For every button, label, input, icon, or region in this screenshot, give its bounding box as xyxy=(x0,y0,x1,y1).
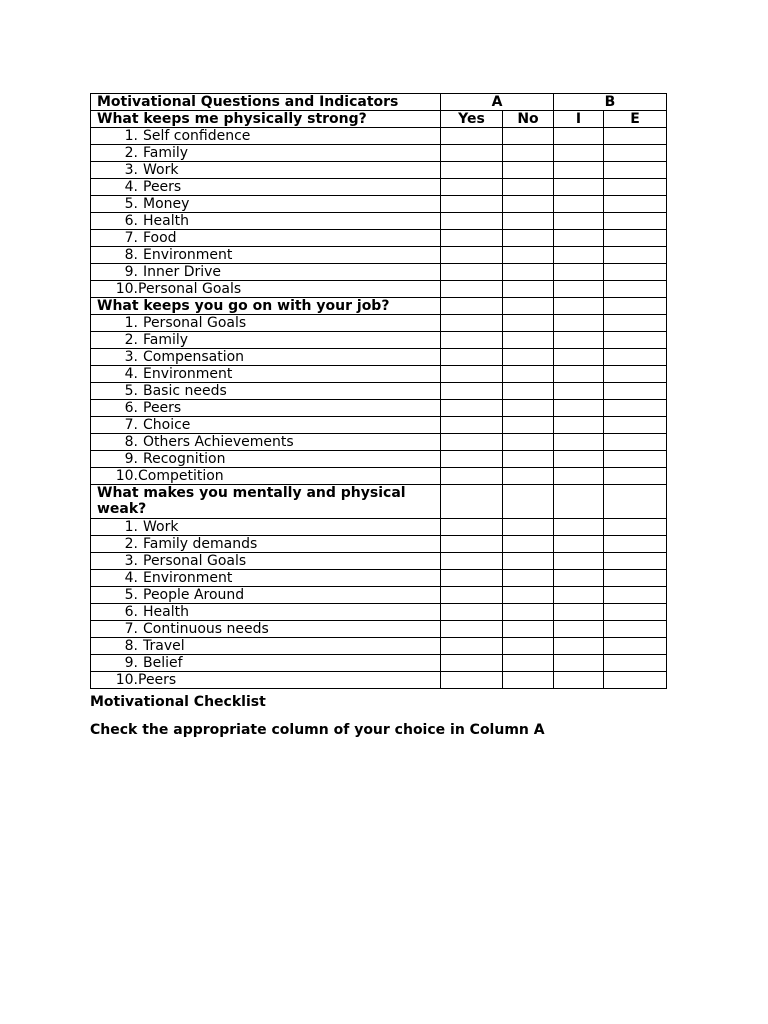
check-cell-i[interactable] xyxy=(554,519,604,536)
item-number: 7. xyxy=(124,621,138,637)
check-cell-i[interactable] xyxy=(554,332,604,349)
item-label: People Around xyxy=(143,587,245,603)
check-cell-e[interactable] xyxy=(604,162,667,179)
item-number: 9. xyxy=(124,451,138,467)
item-cell xyxy=(91,162,441,179)
check-cell-i[interactable] xyxy=(554,400,604,417)
item-label: Family demands xyxy=(143,536,258,552)
check-cell-i[interactable] xyxy=(554,349,604,366)
item-label: Compensation xyxy=(143,349,245,365)
item-row xyxy=(91,264,667,281)
item-row xyxy=(91,281,667,298)
item-row xyxy=(91,553,667,570)
item-row xyxy=(91,587,667,604)
item-label: Family xyxy=(143,145,189,161)
check-cell-yes[interactable] xyxy=(441,434,503,451)
check-cell-yes[interactable] xyxy=(441,179,503,196)
item-row xyxy=(91,349,667,366)
check-cell-yes[interactable] xyxy=(441,570,503,587)
item-label: Work xyxy=(143,162,179,178)
item-label: Personal Goals xyxy=(143,553,247,569)
item-cell xyxy=(91,587,441,604)
item-cell xyxy=(91,672,441,689)
header-column-a: A xyxy=(441,94,554,111)
item-number: 7. xyxy=(124,230,138,246)
item-label: Travel xyxy=(143,638,185,654)
subheader-i: I xyxy=(554,111,604,128)
check-cell-e[interactable] xyxy=(604,298,667,315)
check-cell-e[interactable] xyxy=(604,655,667,672)
check-cell-yes[interactable] xyxy=(441,162,503,179)
check-cell-no[interactable] xyxy=(503,485,554,519)
item-number: 1. xyxy=(124,128,138,144)
check-cell-i[interactable] xyxy=(554,485,604,519)
item-cell xyxy=(91,128,441,145)
checklist-title: Motivational Checklist xyxy=(90,694,266,710)
header-row xyxy=(91,94,667,111)
item-cell xyxy=(91,332,441,349)
check-cell-e[interactable] xyxy=(604,179,667,196)
check-cell-yes[interactable] xyxy=(441,621,503,638)
check-cell-i[interactable] xyxy=(554,604,604,621)
check-cell-i[interactable] xyxy=(554,570,604,587)
item-number: 6. xyxy=(124,213,138,229)
item-row xyxy=(91,655,667,672)
item-cell xyxy=(91,145,441,162)
item-number: 5. xyxy=(124,383,138,399)
check-cell-i[interactable] xyxy=(554,638,604,655)
check-cell-e[interactable] xyxy=(604,230,667,247)
check-cell-e[interactable] xyxy=(604,672,667,689)
item-cell xyxy=(91,604,441,621)
item-row xyxy=(91,621,667,638)
check-cell-i[interactable] xyxy=(554,145,604,162)
check-cell-e[interactable] xyxy=(604,621,667,638)
check-cell-e[interactable] xyxy=(604,213,667,230)
check-cell-e[interactable] xyxy=(604,196,667,213)
check-cell-no[interactable] xyxy=(503,587,554,604)
check-cell-i[interactable] xyxy=(554,621,604,638)
check-cell-no[interactable] xyxy=(503,281,554,298)
header-title: Motivational Questions and Indicators xyxy=(91,94,441,111)
check-cell-yes[interactable] xyxy=(441,587,503,604)
check-cell-i[interactable] xyxy=(554,128,604,145)
check-cell-no[interactable] xyxy=(503,298,554,315)
check-cell-yes[interactable] xyxy=(441,451,503,468)
item-number: 6. xyxy=(124,604,138,620)
check-cell-no[interactable] xyxy=(503,247,554,264)
item-label: Continuous needs xyxy=(143,621,269,637)
item-label: Competition xyxy=(138,468,224,484)
item-number: 6. xyxy=(124,400,138,416)
item-number: 2. xyxy=(124,536,138,552)
check-cell-e[interactable] xyxy=(604,315,667,332)
item-cell xyxy=(91,570,441,587)
item-cell xyxy=(91,451,441,468)
check-cell-yes[interactable] xyxy=(441,213,503,230)
check-cell-e[interactable] xyxy=(604,485,667,519)
item-cell xyxy=(91,468,441,485)
check-cell-yes[interactable] xyxy=(441,536,503,553)
question-row xyxy=(91,298,667,315)
check-cell-e[interactable] xyxy=(604,349,667,366)
check-cell-yes[interactable] xyxy=(441,383,503,400)
item-number: 8. xyxy=(124,638,138,654)
item-row xyxy=(91,128,667,145)
item-number: 5. xyxy=(124,196,138,212)
item-row xyxy=(91,519,667,536)
item-label: Work xyxy=(143,519,179,535)
item-label: Choice xyxy=(143,417,191,433)
item-row xyxy=(91,400,667,417)
question-row xyxy=(91,485,667,519)
check-cell-i[interactable] xyxy=(554,179,604,196)
check-cell-e[interactable] xyxy=(604,264,667,281)
check-cell-yes[interactable] xyxy=(441,485,503,519)
item-number: 10. xyxy=(115,672,138,688)
check-cell-e[interactable] xyxy=(604,417,667,434)
check-cell-no[interactable] xyxy=(503,468,554,485)
item-label: Personal Goals xyxy=(143,315,247,331)
check-cell-no[interactable] xyxy=(503,230,554,247)
check-cell-e[interactable] xyxy=(604,587,667,604)
check-cell-yes[interactable] xyxy=(441,298,503,315)
question-text: What makes you mentally and physical weak? xyxy=(91,485,441,519)
check-cell-yes[interactable] xyxy=(441,145,503,162)
motivational-checklist-table xyxy=(90,93,667,689)
item-number: 3. xyxy=(124,349,138,365)
check-cell-e[interactable] xyxy=(604,332,667,349)
check-cell-no[interactable] xyxy=(503,128,554,145)
item-row xyxy=(91,213,667,230)
check-cell-i[interactable] xyxy=(554,536,604,553)
check-cell-no[interactable] xyxy=(503,349,554,366)
check-cell-no[interactable] xyxy=(503,179,554,196)
item-row xyxy=(91,383,667,400)
check-cell-no[interactable] xyxy=(503,383,554,400)
check-cell-yes[interactable] xyxy=(441,638,503,655)
item-label: Peers xyxy=(143,400,182,416)
item-row xyxy=(91,638,667,655)
item-row xyxy=(91,145,667,162)
item-number: 1. xyxy=(124,315,138,331)
item-row xyxy=(91,570,667,587)
check-cell-i[interactable] xyxy=(554,451,604,468)
item-label: Family xyxy=(143,332,189,348)
item-cell xyxy=(91,366,441,383)
check-cell-yes[interactable] xyxy=(441,128,503,145)
check-cell-e[interactable] xyxy=(604,128,667,145)
question-row xyxy=(91,111,667,128)
check-cell-e[interactable] xyxy=(604,247,667,264)
check-cell-no[interactable] xyxy=(503,536,554,553)
item-cell xyxy=(91,196,441,213)
item-label: Environment xyxy=(143,247,233,263)
item-row xyxy=(91,179,667,196)
check-cell-yes[interactable] xyxy=(441,332,503,349)
check-cell-e[interactable] xyxy=(604,519,667,536)
item-label: Peers xyxy=(138,672,177,688)
check-cell-i[interactable] xyxy=(554,264,604,281)
item-label: Peers xyxy=(143,179,182,195)
check-cell-no[interactable] xyxy=(503,264,554,281)
item-number: 10. xyxy=(115,468,138,484)
item-row xyxy=(91,196,667,213)
check-cell-e[interactable] xyxy=(604,570,667,587)
check-cell-no[interactable] xyxy=(503,519,554,536)
item-number: 10. xyxy=(115,281,138,297)
item-number: 3. xyxy=(124,553,138,569)
subheader-no: No xyxy=(503,111,554,128)
item-cell xyxy=(91,400,441,417)
item-number: 1. xyxy=(124,519,138,535)
check-cell-no[interactable] xyxy=(503,621,554,638)
check-cell-yes[interactable] xyxy=(441,281,503,298)
item-row xyxy=(91,536,667,553)
item-label: Inner Drive xyxy=(143,264,222,280)
item-row xyxy=(91,434,667,451)
item-number: 9. xyxy=(124,655,138,671)
item-row xyxy=(91,604,667,621)
check-cell-no[interactable] xyxy=(503,162,554,179)
check-cell-yes[interactable] xyxy=(441,247,503,264)
check-cell-i[interactable] xyxy=(554,434,604,451)
check-cell-yes[interactable] xyxy=(441,604,503,621)
check-cell-yes[interactable] xyxy=(441,315,503,332)
item-cell xyxy=(91,638,441,655)
check-cell-i[interactable] xyxy=(554,247,604,264)
item-number: 8. xyxy=(124,247,138,263)
check-cell-no[interactable] xyxy=(503,366,554,383)
item-row xyxy=(91,315,667,332)
check-cell-yes[interactable] xyxy=(441,230,503,247)
check-cell-e[interactable] xyxy=(604,604,667,621)
item-row xyxy=(91,451,667,468)
item-row xyxy=(91,366,667,383)
check-cell-no[interactable] xyxy=(503,604,554,621)
item-row xyxy=(91,247,667,264)
item-cell xyxy=(91,247,441,264)
item-cell xyxy=(91,383,441,400)
check-cell-i[interactable] xyxy=(554,672,604,689)
item-row xyxy=(91,332,667,349)
item-row xyxy=(91,417,667,434)
check-cell-e[interactable] xyxy=(604,451,667,468)
check-cell-no[interactable] xyxy=(503,417,554,434)
check-cell-i[interactable] xyxy=(554,281,604,298)
check-cell-no[interactable] xyxy=(503,638,554,655)
check-cell-no[interactable] xyxy=(503,553,554,570)
item-cell xyxy=(91,281,441,298)
item-number: 2. xyxy=(124,332,138,348)
item-row xyxy=(91,230,667,247)
check-cell-i[interactable] xyxy=(554,196,604,213)
item-label: Money xyxy=(143,196,190,212)
item-number: 5. xyxy=(124,587,138,603)
check-cell-i[interactable] xyxy=(554,655,604,672)
item-cell xyxy=(91,349,441,366)
check-cell-e[interactable] xyxy=(604,400,667,417)
item-label: Recognition xyxy=(143,451,226,467)
item-number: 4. xyxy=(124,366,138,382)
item-label: Environment xyxy=(143,366,233,382)
check-cell-no[interactable] xyxy=(503,434,554,451)
item-cell xyxy=(91,434,441,451)
checklist-instruction: Check the appropriate column of your choice in Column A xyxy=(90,722,545,738)
check-cell-e[interactable] xyxy=(604,536,667,553)
check-cell-i[interactable] xyxy=(554,366,604,383)
check-cell-i[interactable] xyxy=(554,213,604,230)
item-label: Health xyxy=(143,213,189,229)
check-cell-yes[interactable] xyxy=(441,468,503,485)
item-number: 3. xyxy=(124,162,138,178)
check-cell-no[interactable] xyxy=(503,570,554,587)
check-cell-yes[interactable] xyxy=(441,400,503,417)
check-cell-i[interactable] xyxy=(554,383,604,400)
item-cell xyxy=(91,536,441,553)
question-text: What keeps me physically strong? xyxy=(91,111,441,128)
check-cell-no[interactable] xyxy=(503,332,554,349)
check-cell-no[interactable] xyxy=(503,213,554,230)
check-cell-i[interactable] xyxy=(554,468,604,485)
check-cell-no[interactable] xyxy=(503,315,554,332)
check-cell-i[interactable] xyxy=(554,417,604,434)
check-cell-yes[interactable] xyxy=(441,366,503,383)
item-cell xyxy=(91,553,441,570)
item-cell xyxy=(91,519,441,536)
check-cell-no[interactable] xyxy=(503,145,554,162)
check-cell-yes[interactable] xyxy=(441,553,503,570)
item-cell xyxy=(91,264,441,281)
check-cell-i[interactable] xyxy=(554,298,604,315)
check-cell-no[interactable] xyxy=(503,451,554,468)
item-cell xyxy=(91,417,441,434)
check-cell-yes[interactable] xyxy=(441,349,503,366)
question-text: What keeps you go on with your job? xyxy=(91,298,441,315)
check-cell-yes[interactable] xyxy=(441,519,503,536)
header-column-b: B xyxy=(554,94,667,111)
item-label: Belief xyxy=(143,655,183,671)
item-label: Food xyxy=(143,230,177,246)
item-number: 9. xyxy=(124,264,138,280)
check-cell-e[interactable] xyxy=(604,434,667,451)
check-cell-i[interactable] xyxy=(554,587,604,604)
check-cell-no[interactable] xyxy=(503,196,554,213)
item-number: 4. xyxy=(124,179,138,195)
check-cell-e[interactable] xyxy=(604,468,667,485)
item-row xyxy=(91,468,667,485)
check-cell-yes[interactable] xyxy=(441,264,503,281)
check-cell-e[interactable] xyxy=(604,281,667,298)
check-cell-no[interactable] xyxy=(503,672,554,689)
item-number: 8. xyxy=(124,434,138,450)
check-cell-yes[interactable] xyxy=(441,417,503,434)
item-number: 2. xyxy=(124,145,138,161)
check-cell-no[interactable] xyxy=(503,655,554,672)
check-cell-i[interactable] xyxy=(554,230,604,247)
check-cell-yes[interactable] xyxy=(441,196,503,213)
item-label: Self confidence xyxy=(143,128,251,144)
check-cell-yes[interactable] xyxy=(441,655,503,672)
item-row xyxy=(91,672,667,689)
item-label: Health xyxy=(143,604,189,620)
subheader-yes: Yes xyxy=(441,111,503,128)
item-row xyxy=(91,162,667,179)
item-number: 7. xyxy=(124,417,138,433)
item-label: Basic needs xyxy=(143,383,227,399)
item-cell xyxy=(91,179,441,196)
subheader-e: E xyxy=(604,111,667,128)
item-cell xyxy=(91,655,441,672)
check-cell-i[interactable] xyxy=(554,162,604,179)
check-cell-i[interactable] xyxy=(554,315,604,332)
item-number: 4. xyxy=(124,570,138,586)
item-cell xyxy=(91,230,441,247)
item-cell xyxy=(91,213,441,230)
check-cell-no[interactable] xyxy=(503,400,554,417)
check-cell-e[interactable] xyxy=(604,145,667,162)
check-cell-i[interactable] xyxy=(554,553,604,570)
item-label: Others Achievements xyxy=(143,434,294,450)
check-cell-e[interactable] xyxy=(604,638,667,655)
item-cell xyxy=(91,621,441,638)
check-cell-e[interactable] xyxy=(604,366,667,383)
item-label: Environment xyxy=(143,570,233,586)
check-cell-e[interactable] xyxy=(604,383,667,400)
item-label: Personal Goals xyxy=(138,281,242,297)
check-cell-e[interactable] xyxy=(604,553,667,570)
check-cell-yes[interactable] xyxy=(441,672,503,689)
item-cell xyxy=(91,315,441,332)
